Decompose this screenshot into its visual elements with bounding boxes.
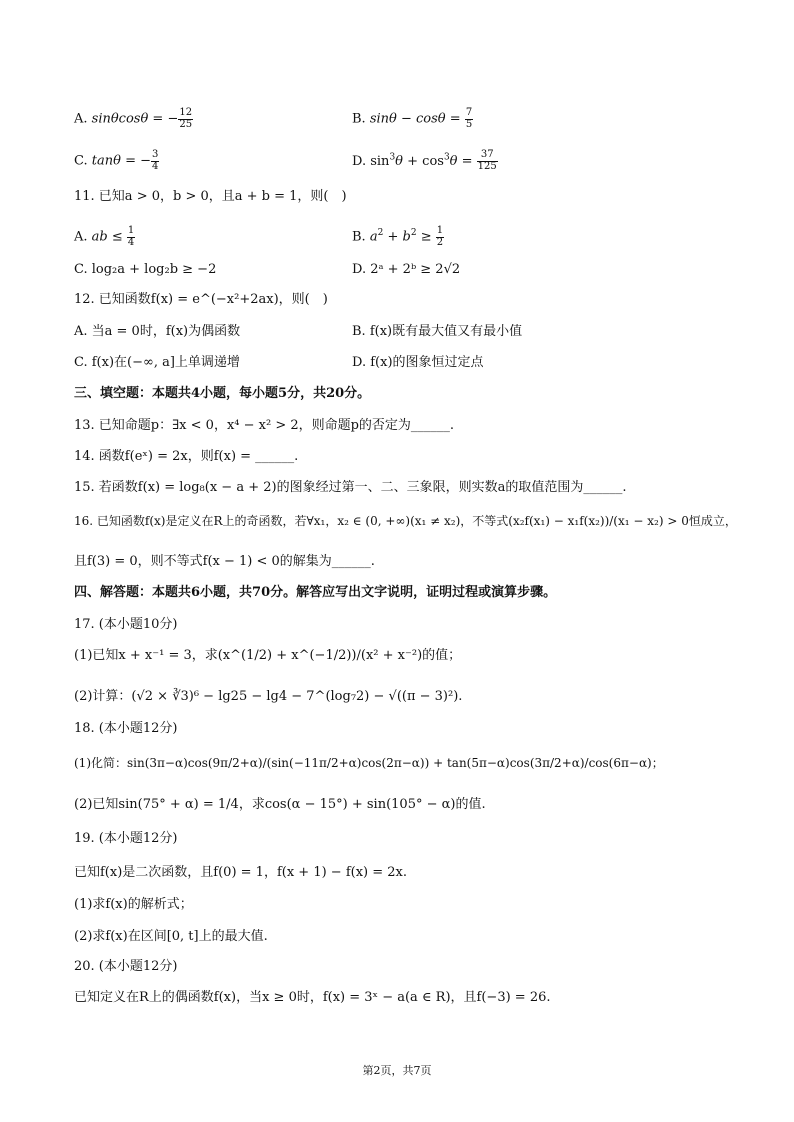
q20-stem: 已知定义在R上的偶函数f(x)，当x ≥ 0时，f(x) = 3ˣ − a(a ∈ R)，且f(−3) = 26. — [74, 990, 551, 1005]
q10-option-a: A. sinθcosθ = − $\frac{12}{25}$ — [74, 107, 193, 130]
page-footer: 第2页，共7页 — [362, 1064, 432, 1077]
q12-option-d: D. f(x)的图象恒过定点 — [352, 355, 484, 370]
q19-heading: 19. (本小题12分) — [74, 831, 178, 846]
q13: 13. 已知命题p：∃x < 0，x⁴ − x² > 2，则命题p的否定为______. — [74, 418, 455, 433]
q16-line2: 且f(3) = 0，则不等式f(x − 1) < 0的解集为______. — [74, 554, 375, 569]
q19-stem: 已知f(x)是二次函数，且f(0) = 1，f(x + 1) − f(x) = 2x. — [74, 865, 407, 880]
q17-part2: (2)计算：(√2 × ∛3)⁶ − lg25 − lg4 − 7^(log₇2) − √((π − 3)²). — [74, 689, 463, 704]
q11-option-a: A. ab ≤ $\frac{1}{4}$ — [74, 225, 135, 248]
q18-part1: (1)化简：sin(3π−α)cos(9π/2+α)/(sin(−11π/2+α)cos(2π−α)) + tan(5π−α)cos(3π/2+α)/cos(6π−α)； — [74, 756, 664, 770]
q12-option-a: A. 当a = 0时，f(x)为偶函数 — [74, 324, 241, 339]
q11-stem: 11. 已知a > 0，b > 0，且a + b = 1，则( ) — [74, 189, 347, 204]
q17-heading: 17. (本小题10分) — [74, 617, 178, 632]
q18-heading: 18. (本小题12分) — [74, 721, 178, 736]
q11-option-b: B. $a^2 + b^2$ ≥ $\frac{1}{2}$ — [352, 225, 444, 248]
q11-option-d: D. 2ᵃ + 2ᵇ ≥ 2√2 — [352, 262, 461, 277]
q12-option-c: C. f(x)在(−∞, a]上单调递增 — [74, 355, 240, 370]
q14: 14. 函数f(eˣ) = 2x，则f(x) = ______. — [74, 449, 299, 464]
q10-option-d: D. $\sin^3\theta + \cos^3\theta$ = $\frac{37}{125}$ — [352, 149, 497, 172]
q17-part1: (1)已知x + x⁻¹ = 3，求(x^(1/2) + x^(−1/2))/(x² + x⁻²)的值； — [74, 648, 462, 663]
q19-part2: (2)求f(x)在区间[0, t]上的最大值. — [74, 929, 268, 944]
q10-option-b: B. sinθ − cosθ = $\frac{7}{5}$ — [352, 107, 473, 130]
q20-heading: 20. (本小题12分) — [74, 959, 178, 974]
q16-line1: 16. 已知函数f(x)是定义在R上的奇函数，若∀x₁，x₂ ∈ (0, +∞)(x₁ ≠ x₂)，不等式(x₂f(x₁) − x₁f(x₂))/(x₁ − x₂) > 0恒成立， — [74, 514, 737, 528]
section-4-heading: 四、解答题：本题共6小题，共70分。解答应写出文字说明，证明过程或演算步骤。 — [74, 585, 557, 600]
q19-part1: (1)求f(x)的解析式； — [74, 897, 193, 912]
q11-option-c: C. log₂a + log₂b ≥ −2 — [74, 262, 217, 277]
q12-stem: 12. 已知函数f(x) = e^(−x²+2ax)，则( ) — [74, 292, 328, 307]
section-3-heading: 三、填空题：本题共4小题，每小题5分，共20分。 — [74, 386, 371, 401]
q15: 15. 若函数f(x) = log₈(x − a + 2)的图象经过第一、二、三象限，则实数a的取值范围为______. — [74, 480, 627, 495]
q18-part2: (2)已知sin(75° + α) = 1/4，求cos(α − 15°) + sin(105° − α)的值. — [74, 797, 486, 812]
q10-option-c: C. tanθ = − $\frac{3}{4}$ — [74, 149, 159, 172]
q12-option-b: B. f(x)既有最大值又有最小值 — [352, 324, 523, 339]
